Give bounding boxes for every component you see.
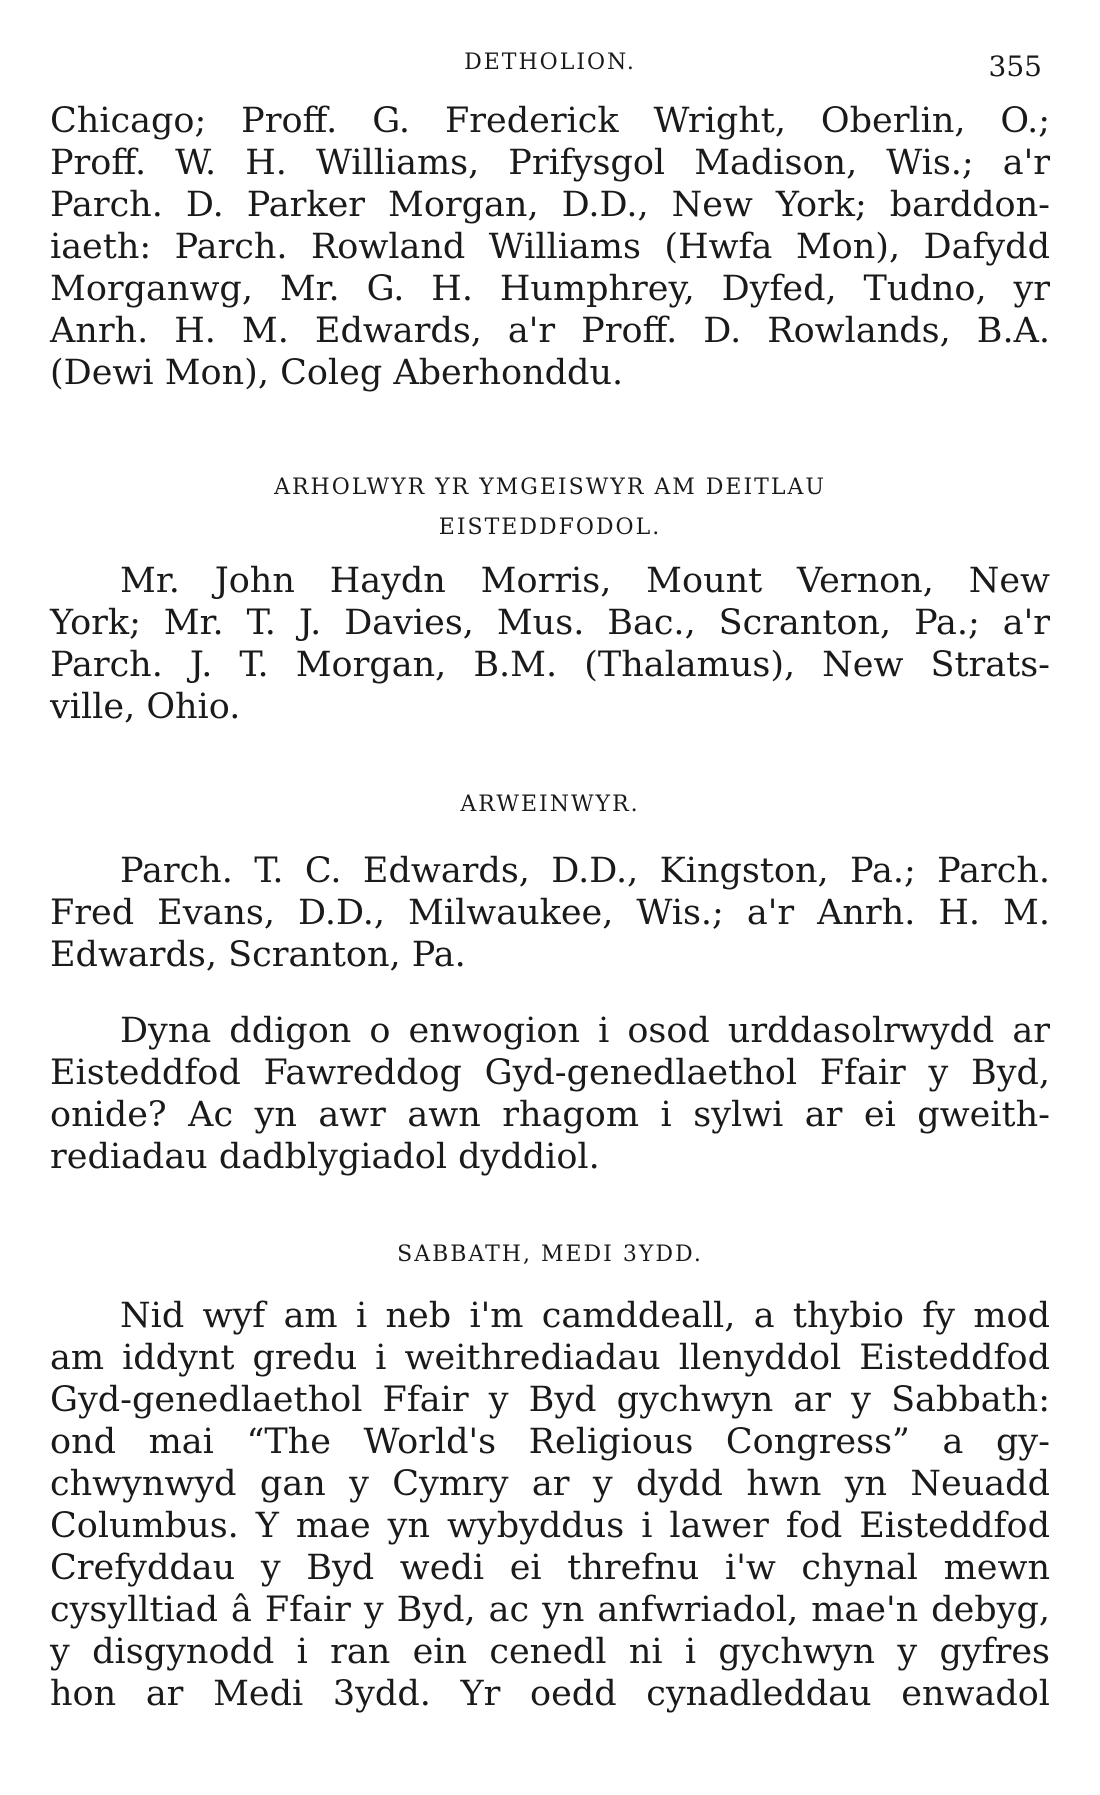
section-heading-sabbath xyxy=(0,1235,1100,1275)
text-line: Morganwg, Mr. G. H. Humphrey, Dyfed, Tudno, yr xyxy=(50,269,1050,309)
text-line: Gyd-genedlaethol Ffair y Byd gychwyn ar y Sabbath: xyxy=(50,1380,1050,1420)
paragraph-3 xyxy=(50,850,1050,976)
running-title: DETHOLION. xyxy=(464,50,636,75)
text-line: Columbus. Y mae yn wybyddus i lawer fod Eisteddfod xyxy=(50,1506,1050,1546)
text-line: Eisteddfod Fawreddog Gyd-genedlaethol Ffair y Byd, xyxy=(50,1053,1050,1093)
text-line: (Dewi Mon), Coleg Aberhonddu. xyxy=(50,353,624,393)
text-line: Mr. John Haydn Morris, Mount Vernon, New xyxy=(120,561,1050,601)
heading-line: EISTEDDFODOL. xyxy=(438,515,662,540)
text-line: rediadau dadblygiadol dyddiol. xyxy=(50,1137,600,1177)
section-heading-examiners xyxy=(0,468,1100,548)
text-line: iaeth: Parch. Rowland Williams (Hwfa Mon), Dafydd xyxy=(50,227,1050,267)
text-line: Crefyddau y Byd wedi ei threfnu i'w chynal mewn xyxy=(50,1548,1050,1588)
heading-line: SABBATH, MEDI 3YDD. xyxy=(397,1242,703,1267)
page-number: 355 xyxy=(988,50,1042,83)
text-line: Fred Evans, D.D., Milwaukee, Wis.; a'r Anrh. H. M. xyxy=(50,893,1050,933)
text-line: Edwards, Scranton, Pa. xyxy=(50,935,466,975)
text-line: Nid wyf am i neb i'm camddeall, a thybio fy mod xyxy=(120,1296,1050,1336)
text-line: Parch. D. Parker Morgan, D.D., New York; barddon- xyxy=(50,185,1050,225)
text-line: cysylltiad â Ffair y Byd, ac yn anfwriadol, mae'n debyg, xyxy=(50,1590,1050,1630)
paragraph-5 xyxy=(50,1295,1050,1715)
text-line: y disgynodd i ran ein cenedl ni i gychwyn y gyfres xyxy=(50,1632,1050,1672)
text-line: Dyna ddigon o enwogion i osod urddasolrwydd ar xyxy=(120,1011,1050,1051)
paragraph-1 xyxy=(50,100,1050,394)
text-line: Parch. T. C. Edwards, D.D., Kingston, Pa.; Parch. xyxy=(120,851,1050,891)
text-line: Chicago; Proff. G. Frederick Wright, Oberlin, O.; xyxy=(50,101,1050,141)
text-line: Parch. J. T. Morgan, B.M. (Thalamus), New Strats- xyxy=(50,645,1050,685)
text-line: Proff. W. H. Williams, Prifysgol Madison, Wis.; a'r xyxy=(50,143,1050,183)
text-line: chwynwyd gan y Cymry ar y dydd hwn yn Neuadd xyxy=(50,1464,1050,1504)
text-line: York; Mr. T. J. Davies, Mus. Bac., Scranton, Pa.; a'r xyxy=(50,603,1050,643)
text-line: ond mai “The World's Religious Congress” a gy- xyxy=(50,1422,1050,1462)
text-line: hon ar Medi 3ydd. Yr oedd cynadleddau enwadol xyxy=(50,1674,1050,1714)
text-line: ville, Ohio. xyxy=(50,687,241,727)
heading-line: ARWEINWYR. xyxy=(460,792,640,817)
heading-line: ARHOLWYR YR YMGEISWYR AM DEITLAU xyxy=(274,475,826,500)
text-line: am iddynt gredu i weithrediadau llenyddol Eisteddfod xyxy=(50,1338,1050,1378)
running-head xyxy=(0,44,1100,84)
section-heading-conductors xyxy=(0,785,1100,825)
paragraph-4 xyxy=(50,1010,1050,1178)
text-line: onide? Ac yn awr awn rhagom i sylwi ar ei gweith- xyxy=(50,1095,1050,1135)
paragraph-2 xyxy=(50,560,1050,728)
text-line: Anrh. H. M. Edwards, a'r Proff. D. Rowlands, B.A. xyxy=(50,311,1050,351)
